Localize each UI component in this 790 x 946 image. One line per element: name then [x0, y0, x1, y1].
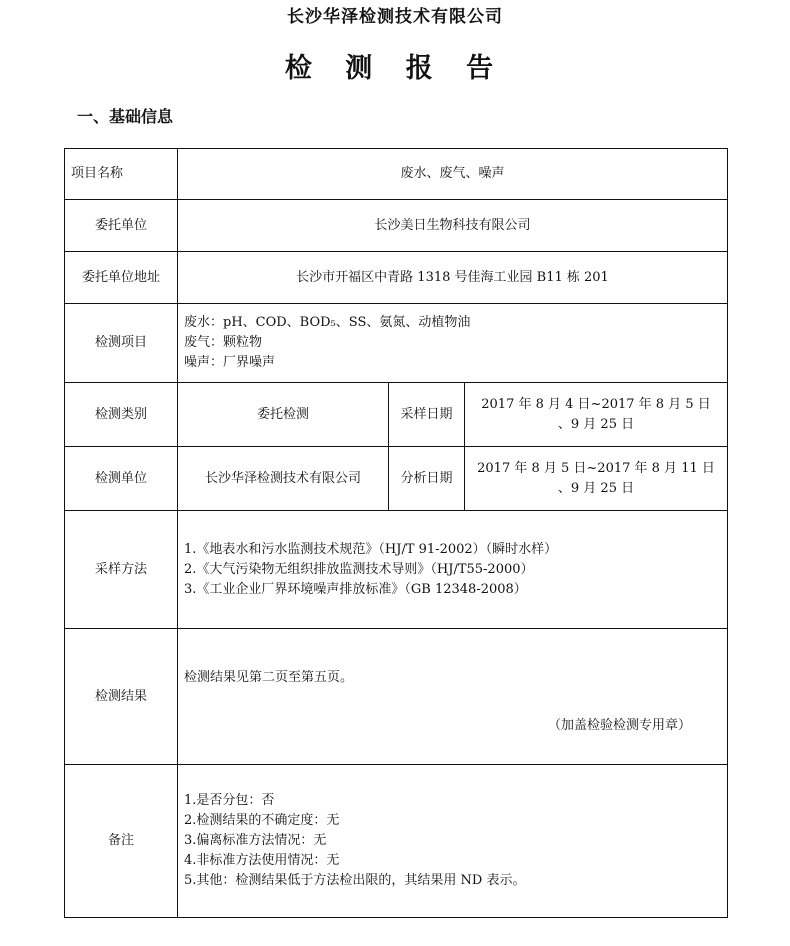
remarks-line: 4.非标准方法使用情况：无 [184, 853, 340, 868]
report-title: 检 测 报 告 [284, 53, 506, 84]
analysis-date-line: 2017 年 8 月 5 日~2017 年 8 月 11 日 [477, 460, 715, 476]
section-heading: 一、基础信息 [77, 107, 174, 126]
client-address-label: 委托单位地址 [65, 252, 178, 304]
results-label: 检测结果 [65, 629, 178, 765]
results-value [178, 629, 728, 765]
sampling-date-line: 、9 月 25 日 [557, 416, 635, 432]
sampling-method-line: 2.《大气污染物无组织排放监测技术导则》（HJ/T55-2000） [184, 561, 534, 577]
remarks-label: 备注 [65, 765, 178, 918]
client-label: 委托单位 [65, 200, 178, 252]
sampling-date-line: 2017 年 8 月 4 日~2017 年 8 月 5 日 [481, 396, 711, 412]
analysis-date-line: 、9 月 25 日 [557, 480, 635, 496]
test-items-value [178, 304, 728, 383]
sampling-date-value [465, 383, 728, 447]
remarks-value [178, 765, 728, 918]
row-sampling-method [65, 511, 728, 629]
row-client-address [65, 252, 728, 304]
sampling-date-label: 采样日期 [389, 383, 465, 447]
test-items-line: 废水：pH、COD、BOD₅、SS、氨氮、动植物油 [184, 315, 471, 330]
results-text: 检测结果见第二页至第五页。 [184, 669, 354, 685]
test-unit-label: 检测单位 [65, 447, 178, 511]
analysis-date-label: 分析日期 [389, 447, 465, 511]
client-address-value: 长沙市开福区中青路 1318 号佳海工业园 B11 栋 201 [178, 252, 728, 304]
row-project-name [65, 149, 728, 200]
row-remarks [65, 765, 728, 918]
test-items-line: 废气：颗粒物 [184, 335, 263, 350]
sampling-method-value [178, 511, 728, 629]
remarks-line: 3.偏离标准方法情况：无 [184, 833, 327, 848]
test-items-line: 噪声：厂界噪声 [184, 355, 276, 370]
project-name-label: 项目名称 [65, 149, 178, 200]
project-name-value: 废水、废气、噪声 [178, 149, 728, 200]
row-results [65, 629, 728, 765]
remarks-line: 2.检测结果的不确定度：无 [184, 813, 340, 828]
company-name: 长沙华泽检测技术有限公司 [287, 7, 503, 27]
sampling-method-label: 采样方法 [65, 511, 178, 629]
row-test-items [65, 304, 728, 383]
sampling-method-line: 3.《工业企业厂界环境噪声排放标准》（GB 12348-2008） [184, 581, 527, 597]
test-items-label: 检测项目 [65, 304, 178, 383]
sampling-method-line: 1.《地表水和污水监测技术规范》（HJ/T 91-2002）（瞬时水样） [184, 541, 558, 557]
row-test-type [65, 383, 728, 447]
row-client [65, 200, 728, 252]
remarks-line: 1.是否分包：否 [184, 793, 275, 808]
remarks-line: 5.其他：检测结果低于方法检出限的，其结果用 ND 表示。 [184, 873, 526, 888]
row-test-unit [65, 447, 728, 511]
test-type-value: 委托检测 [178, 383, 389, 447]
stamp-note: （加盖检验检测专用章） [548, 717, 692, 733]
analysis-date-value [465, 447, 728, 511]
client-value: 长沙美日生物科技有限公司 [178, 200, 728, 252]
test-unit-value: 长沙华泽检测技术有限公司 [178, 447, 389, 511]
basic-info-table [64, 148, 728, 918]
test-type-label: 检测类别 [65, 383, 178, 447]
